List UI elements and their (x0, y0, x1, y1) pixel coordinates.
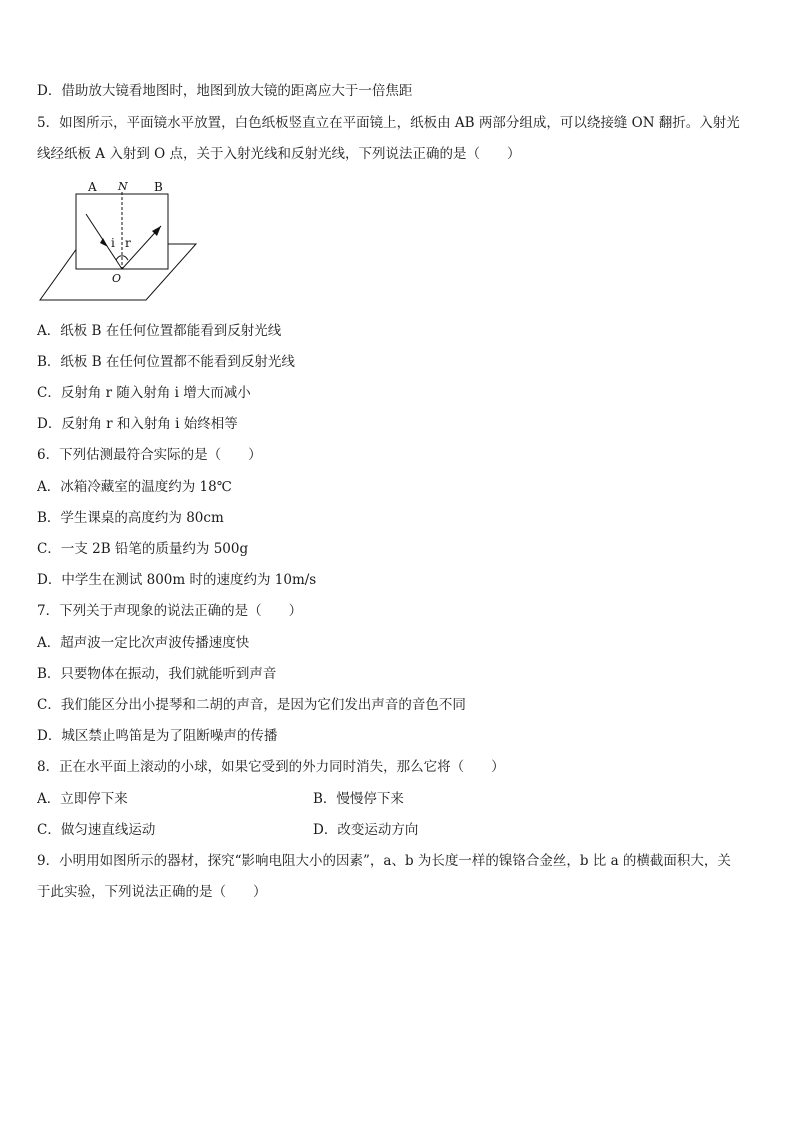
q6-option-b: B．学生课桌的高度约为 80cm (37, 510, 224, 526)
label-i: i (111, 236, 115, 250)
q6-option-a: A．冰箱冷藏室的温度约为 18℃ (37, 479, 232, 495)
q9-stem-line1: 9．小明用如图所示的器材，探究“影响电阻大小的因素”，a、b 为长度一样的镍铬合金丝，b 比 a 的横截面积大，关 (37, 853, 731, 869)
q7-option-c: C．我们能区分出小提琴和二胡的声音，是因为它们发出声音的音色不同 (37, 697, 466, 713)
q8-options-row2 (37, 820, 761, 840)
q8-option-d: D．改变运动方向 (313, 822, 419, 838)
q7-option-a: A．超声波一定比次声波传播速度快 (37, 635, 250, 651)
q4-option-d: D．借助放大镜看地图时，地图到放大镜的距离应大于一倍焦距 (37, 83, 413, 99)
q5-stem-line2: 线经纸板 A 入射到 O 点，关于入射光线和反射光线，下列说法正确的是（ ） (37, 146, 521, 162)
mirror-reflection-figure (36, 178, 201, 306)
label-n: N (118, 180, 128, 193)
label-b: B (154, 180, 163, 194)
q7-option-d: D．城区禁止鸣笛是为了阻断噪声的传播 (37, 728, 278, 744)
label-r: r (125, 236, 131, 250)
q5-option-c: C．反射角 r 随入射角 i 增大而减小 (37, 385, 251, 401)
q8-stem: 8．正在水平面上滚动的小球，如果它受到的外力同时消失，那么它将（ ） (37, 759, 505, 775)
q7-stem: 7．下列关于声现象的说法正确的是（ ） (37, 603, 303, 619)
label-o: O (112, 272, 122, 285)
q6-stem: 6．下列估测最符合实际的是（ ） (37, 447, 262, 463)
q8-option-b: B．慢慢停下来 (313, 791, 404, 807)
q9-stem-line2: 于此实验，下列说法正确的是（ ） (37, 884, 267, 900)
q8-options-row1 (37, 789, 761, 809)
q8-option-a: A．立即停下来 (37, 791, 128, 807)
q7-option-b: B．只要物体在振动，我们就能听到声音 (37, 666, 277, 682)
q5-option-a: A．纸板 B 在任何位置都能看到反射光线 (37, 323, 282, 339)
q6-option-d: D．中学生在测试 800m 时的速度约为 10m/s (37, 572, 317, 588)
label-a: A (88, 180, 97, 194)
q5-stem-line1: 5．如图所示，平面镜水平放置，白色纸板竖直立在平面镜上，纸板由 AB 两部分组成，可以绕接缝 ON 翻折。入射光 (37, 115, 740, 131)
q8-option-c: C．做匀速直线运动 (37, 822, 156, 838)
q6-option-c: C．一支 2B 铅笔的质量约为 500g (37, 541, 249, 557)
q5-option-b: B．纸板 B 在任何位置都不能看到反射光线 (37, 354, 295, 370)
q5-option-d: D．反射角 r 和入射角 i 始终相等 (37, 416, 238, 432)
